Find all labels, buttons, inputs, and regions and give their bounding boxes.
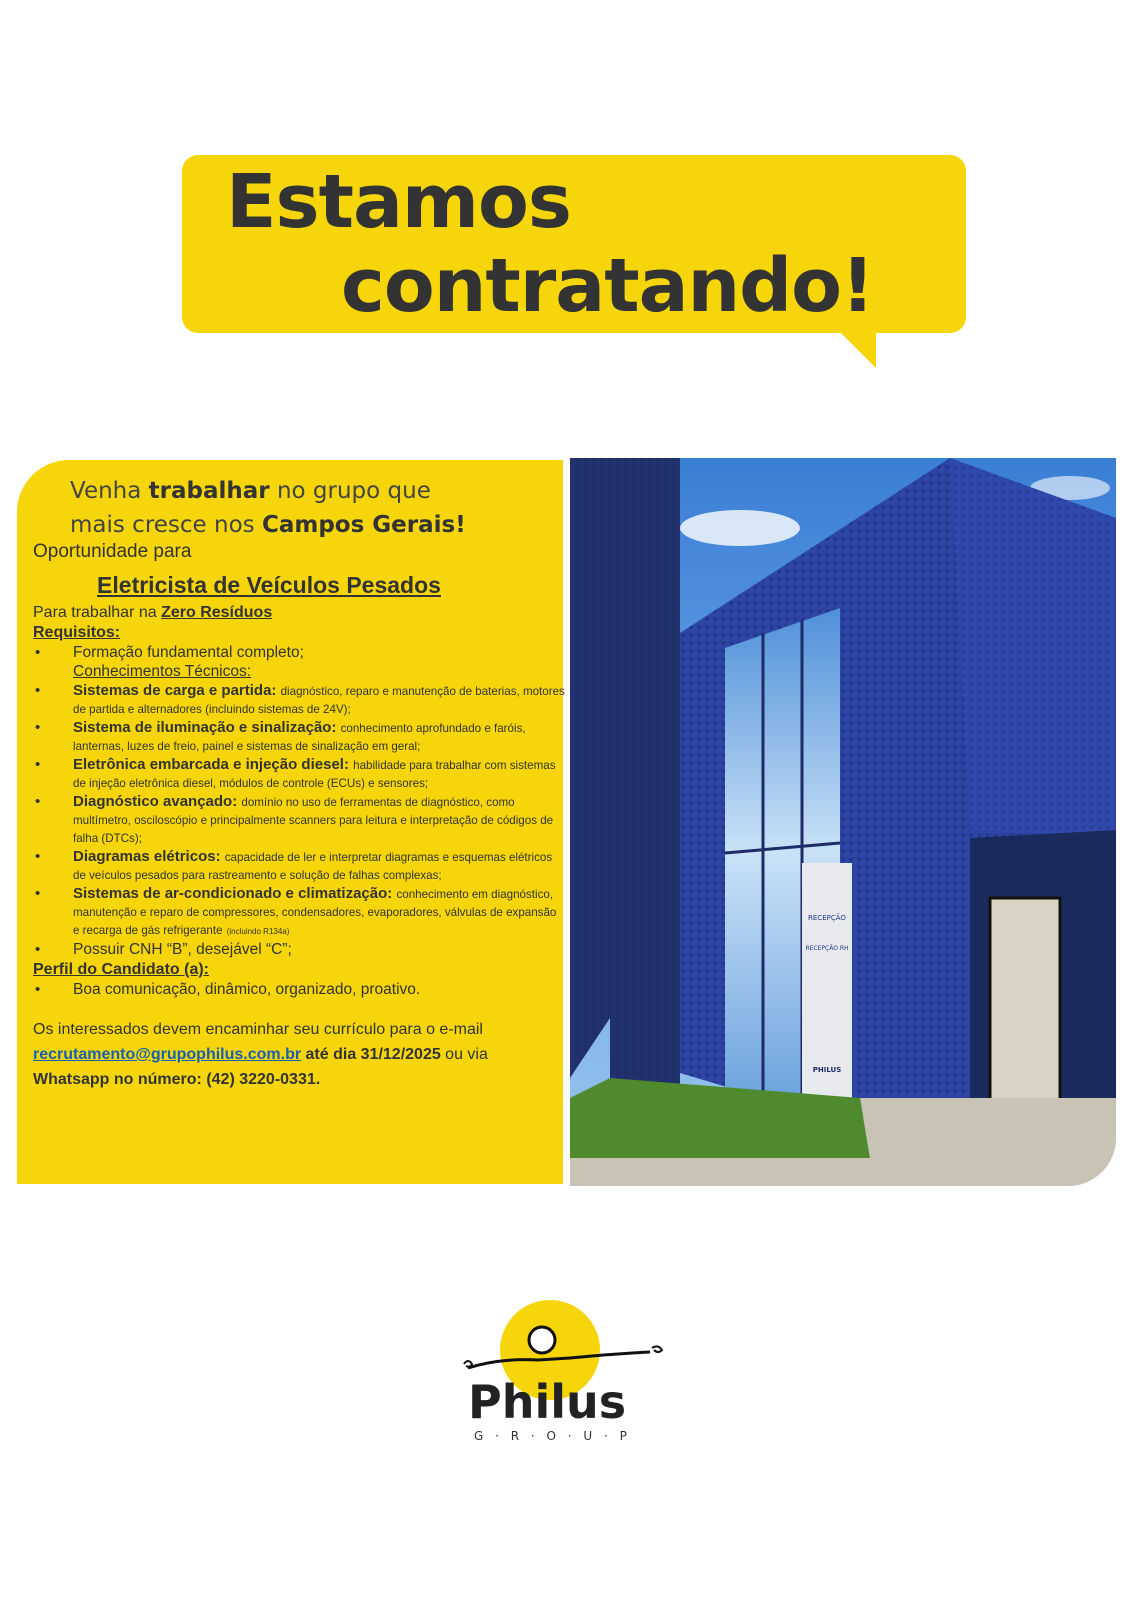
tagline-text: Venha [70,478,149,504]
logo-figure-head [529,1327,555,1353]
list-item [33,682,565,718]
license-requirement: Possuir CNH “B”, desejável “C”; [73,941,292,958]
logo-wordmark: Philus [468,1375,627,1429]
logo-group-text: G · R · O · U · P [474,1429,631,1443]
building-photo [570,458,1116,1186]
or-via: ou via [440,1046,488,1063]
tagline [70,474,466,542]
skill-title: Diagramas elétricos: [73,848,221,865]
list-item [33,793,565,847]
opportunity-intro: Oportunidade para [33,541,192,562]
entrance-door [990,898,1060,1108]
requirements-label: Requisitos: [33,624,121,641]
list-item [33,644,565,662]
skill-title: Eletrônica embarcada e injeção diesel: [73,756,349,773]
philus-logo [460,1300,680,1470]
education-requirement: Formação fundamental completo; [73,644,304,661]
skill-title: Diagnóstico avançado: [73,793,238,810]
company-prefix: Para trabalhar na [33,604,162,621]
profile-list [33,981,565,999]
skill-desc: capacidade de ler e interpretar diagramas e esquemas elétricos de veículos pesados para rastreamento e solução de falhas complexas; [73,851,553,882]
headline-line1: Estamos [226,159,571,245]
skill-desc: domínio no uso de ferramentas de diagnóstico, como multímetro, osciloscópio e principalmente scanners para leitura e interpretação de códigos de falha (DTCs); [73,796,554,845]
email-link[interactable]: recrutamento@grupophilus.com.br [33,1046,302,1063]
whatsapp-number: Whatsapp no número: (42) 3220-0331. [33,1071,321,1088]
list-item [33,941,565,959]
list-item [33,756,565,792]
tagline-text: mais cresce nos [70,512,262,538]
skill-title: Sistema de iluminação e sinalização: [73,719,337,736]
company-line [33,603,565,623]
signpost-brand: PHILUS [812,1066,842,1074]
list-item [33,981,565,999]
deadline: até dia 31/12/2025 [301,1046,441,1063]
skill-title: Sistemas de ar-condicionado e climatização: [73,885,393,902]
profile-text: Boa comunicação, dinâmico, organizado, proativo. [73,981,421,998]
signpost-label: RECEPÇÃO RH [805,945,849,952]
job-title: Eletricista de Veículos Pesados [97,572,441,598]
job-description [33,540,565,1092]
skill-desc: conhecimento em diagnóstico, manutenção e reparo de compressores, condensadores, evaporadores, válvulas de expansão e recarga de gás refrigerante [73,888,557,937]
requirements-list [33,644,565,959]
contact-info [33,1017,565,1092]
list-item [33,719,565,755]
contact-instruction: Os interessados devem encaminhar seu currículo para o e-mail [33,1021,483,1038]
tech-knowledge-label: Conhecimentos Técnicos: [73,663,252,680]
list-item [33,663,565,681]
skill-note: (incluindo R134a) [226,927,290,936]
tagline-bold: Campos Gerais! [261,512,466,538]
dark-tower [570,458,610,1078]
skill-desc: conhecimento aprofundado e faróis, lanternas, luzes de freio, painel e sistemas de sinalização em geral; [73,722,526,753]
list-item [33,848,565,884]
dark-wall [610,458,680,1098]
skill-title: Sistemas de carga e partida: [73,682,277,699]
signpost-label: RECEPÇÃO [808,914,846,922]
philus-logo-mark [460,1300,680,1470]
cloud [680,510,800,546]
headline [226,160,874,328]
headline-line2: contratando! [341,243,874,329]
profile-label: Perfil do Candidato (a): [33,961,209,978]
tagline-bold: trabalhar [148,478,270,504]
company-name: Zero Resíduos [161,604,273,621]
list-item [33,885,565,940]
skill-desc: diagnóstico, reparo e manutenção de baterias, motores de partida e alternadores (incluindo sistemas de 24V); [73,685,565,716]
skill-desc: habilidade para trabalhar com sistemas de injeção eletrônica diesel, módulos de controle (ECUs) e sensores; [73,759,556,790]
building-illustration [570,458,1116,1186]
facade-highlight [950,458,1116,838]
tagline-text: no grupo que [269,478,431,504]
